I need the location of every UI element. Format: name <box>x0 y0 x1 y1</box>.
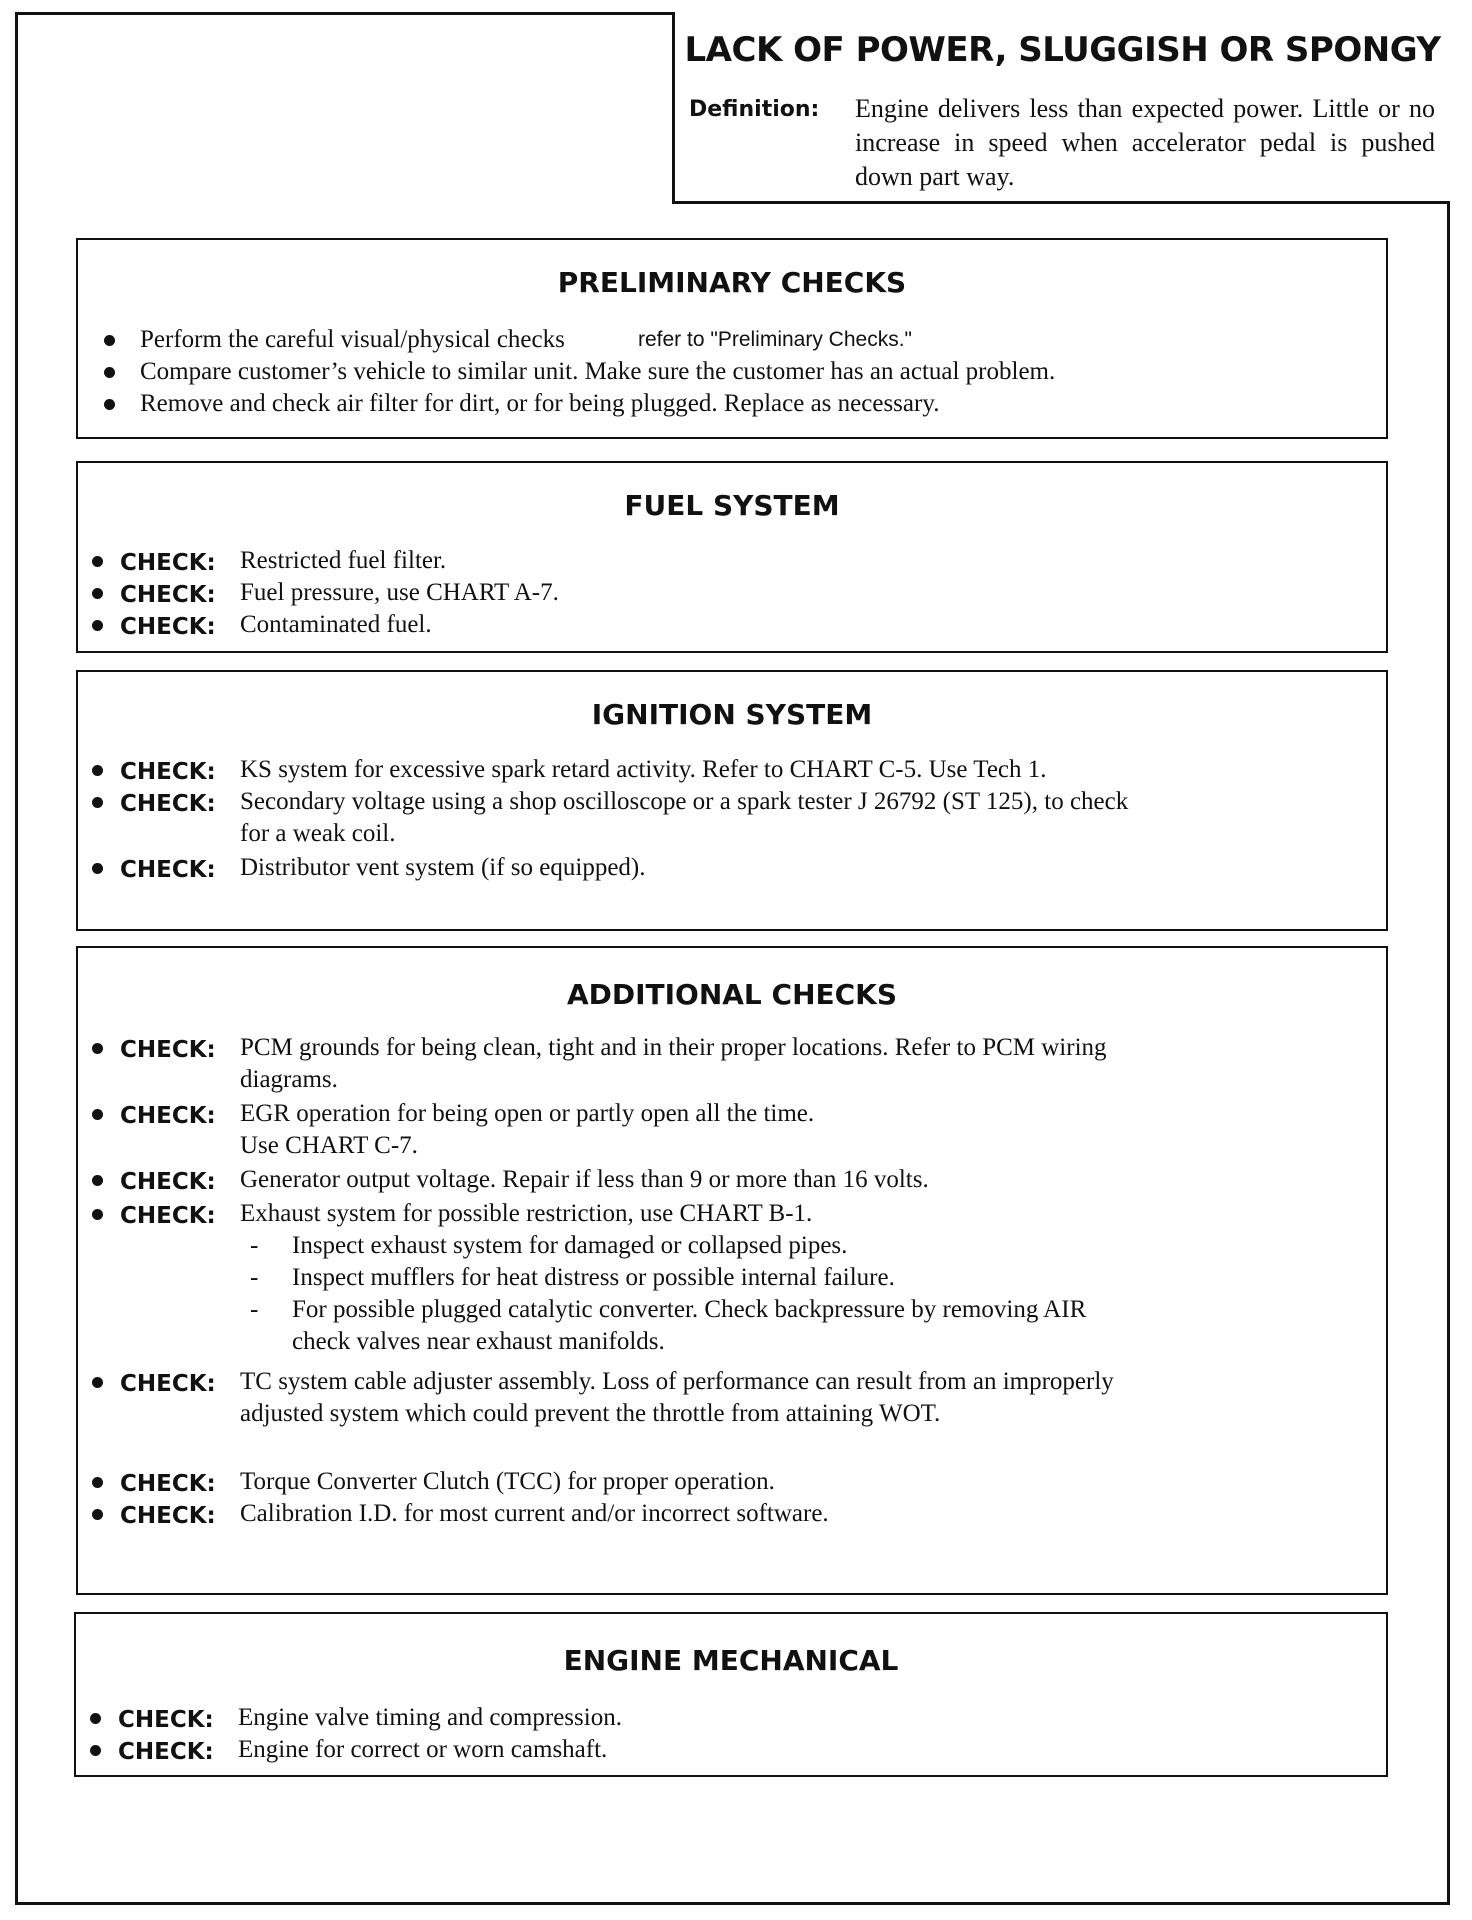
engine-mechanical-title: ENGINE MECHANICAL <box>563 1644 899 1677</box>
bullet-icon <box>92 863 103 874</box>
bullet-icon <box>92 1477 103 1488</box>
bullet-icon <box>92 1043 103 1054</box>
bullet-icon <box>104 335 115 346</box>
bullet-icon <box>92 1377 103 1388</box>
bullet-icon <box>92 620 103 631</box>
title-box <box>672 12 1450 204</box>
preliminary-checks-title: PRELIMINARY CHECKS <box>557 266 907 299</box>
bullet-icon <box>92 765 103 776</box>
bullet-icon <box>92 797 103 808</box>
bullet-icon <box>92 1175 103 1186</box>
bullet-icon <box>104 399 115 410</box>
additional-checks-title: ADDITIONAL CHECKS <box>566 978 898 1011</box>
bullet-icon <box>104 367 115 378</box>
fuel-system-title: FUEL SYSTEM <box>624 489 840 522</box>
bullet-icon <box>92 1509 103 1520</box>
page-title: LACK OF POWER, SLUGGISH OR SPONGY <box>684 30 1441 70</box>
bullet-icon <box>92 1209 103 1220</box>
bullet-icon <box>90 1713 101 1724</box>
bullet-icon <box>90 1745 101 1756</box>
bullet-icon <box>92 1109 103 1120</box>
bullet-icon <box>92 588 103 599</box>
preliminary-checks-section: PRELIMINARY CHECKS Perform the careful visual/physical checks refer to "Preliminary Checks." Compare customer’s vehicle to similar unit. Make sure the customer has an actual problem. Remove and check air filter for dirt, or for being plugged. Replace as necessary. <box>76 238 1388 439</box>
dash-icon: - <box>250 1264 259 1291</box>
fuel-system-section: FUEL SYSTEM CHECK: Restricted fuel filter. CHECK: Fuel pressure, use CHART A-7. CHECK: Contaminated fuel. <box>76 461 1388 653</box>
bullet-icon <box>92 556 103 567</box>
dash-icon: - <box>250 1232 259 1259</box>
definition-text: Engine delivers less than expected power. Little or no increase in speed when accelerator pedal is pushed down part way. <box>855 94 1435 191</box>
ignition-system-title: IGNITION SYSTEM <box>591 698 873 731</box>
definition-label: Definition: <box>689 97 820 122</box>
engine-mechanical-section: ENGINE MECHANICAL CHECK: Engine valve timing and compression. CHECK: Engine for correct or worn camshaft. <box>74 1612 1388 1777</box>
ignition-system-section: IGNITION SYSTEM CHECK: KS system for excessive spark retard activity. Refer to CHART C-5. Use Tech 1. CHECK: Secondary voltage using a shop oscilloscope or a spark tester J 26792 (ST 125), to check for a weak coil. CHECK: Distributor vent system (if so equipped). <box>76 670 1388 931</box>
additional-checks-section: ADDITIONAL CHECKS CHECK: PCM grounds for being clean, tight and in their proper locations. Refer to PCM wiring diagrams. CHECK: EGR operation for being open or partly open all the time. Use CHART C-7. CHECK: Generator output voltage. Repair if less than 9 or more than 16 volts. CHECK: Exhaust system for possible restriction, use CHART B-1. - Inspect exhaust system for damaged or collapsed pipes. - Inspect mufflers for heat distress or possible internal failure. - For possible plugged catalytic converter. Check backpressure by removing AIR check valves near exhaust manifolds. CHECK: TC system cable adjuster assembly. Loss of performance can result from an improperly adjusted system which could prevent the throttle from attaining WOT. CHECK: Torque Converter Clutch (TCC) for proper operation. CHECK: Calibration I.D. for most current and/or incorrect software. <box>76 946 1388 1595</box>
dash-icon: - <box>250 1296 259 1323</box>
